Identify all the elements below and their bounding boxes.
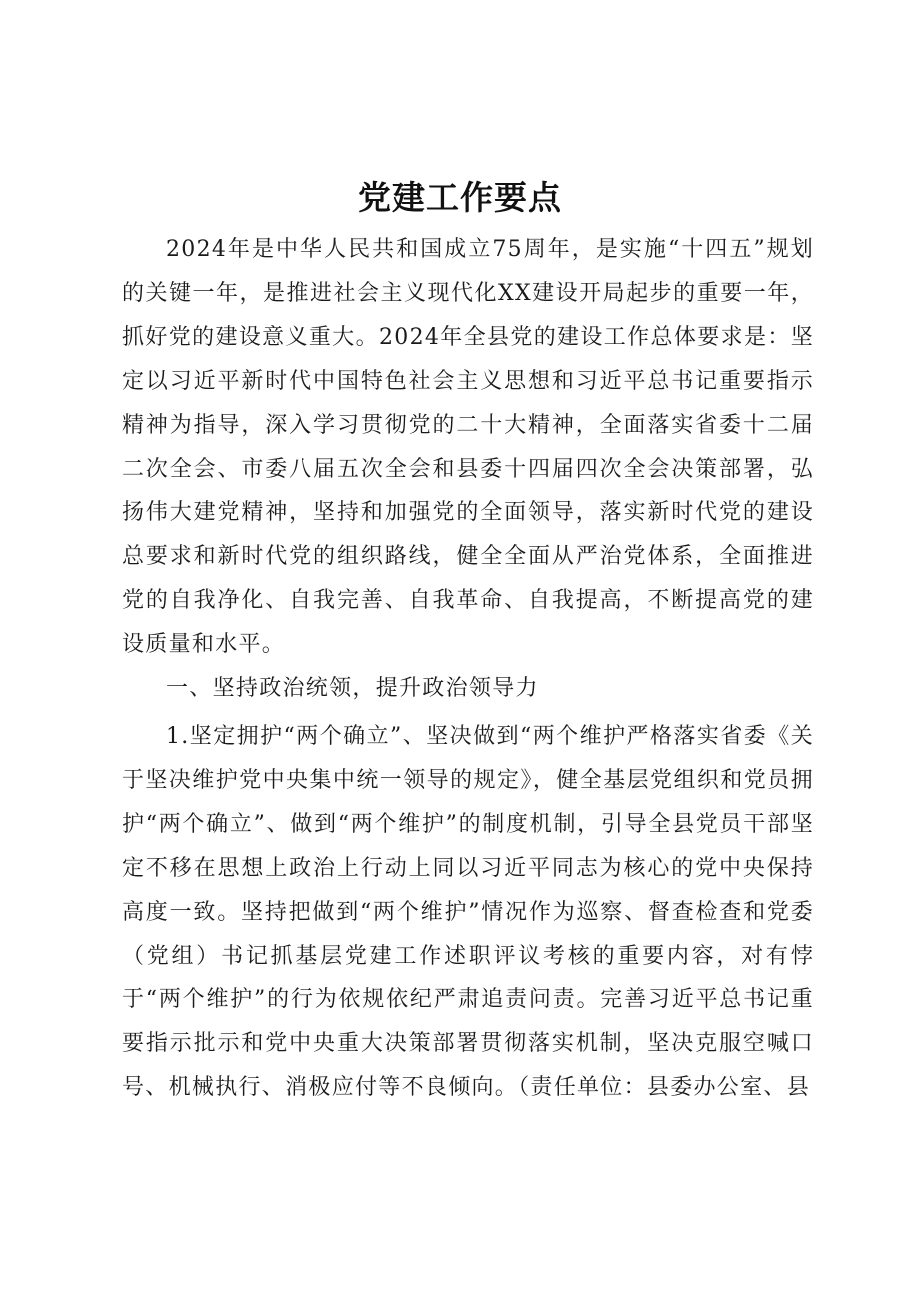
section-heading: 一、坚持政治统领，提升政治领导力 [166, 676, 539, 702]
item-paragraph: 1.坚定拥护“两个确立”、坚决做到“两个维护严格落实省委《关于坚决维护党中央集中统一领导的规定》，健全基层党组织和党员拥护“两个确立”、做到“两个维护”的制度机制，引导全县党员干部坚定不移在思想上政治上行动上同以习近平同志为核心的党中央保持高度一致。坚持把做到“两个维护”情况作为巡察、督查检查和党委（党组）书记抓基层党建工作述职评议考核的重要内容，对有悖于“两个维护”的行为依规依纪严肃追责问责。完善习近平总书记重要指示批示和党中央重大决策部署贯彻落实机制，坚决克服空喊口号、机械执行、消极应付等不良倾向。（责任单位：县委办公室、县 [122, 723, 814, 1101]
intro-paragraph: 2024年是中华人民共和国成立75周年，是实施“十四五”规划的关键一年，是推进社会主义现代化XX建设开局起步的重要一年，抓好党的建设意义重大。2024年全县党的建设工作总体要求是：坚定以习近平新时代中国特色社会主义思想和习近平总书记重要指示精神为指导，深入学习贯彻党的二十大精神，全面落实省委十二届二次全会、市委八届五次全会和县委十四届四次全会决策部署，弘扬伟大建党精神，坚持和加强党的全面领导，落实新时代党的建设总要求和新时代党的组织路线，健全全面从严治党体系，全面推进党的自我净化、自我完善、自我革命、自我提高，不断提高党的建设质量和水平。 [122, 237, 814, 658]
document-title: 党建工作要点 [358, 178, 562, 217]
document-body [122, 228, 814, 1110]
